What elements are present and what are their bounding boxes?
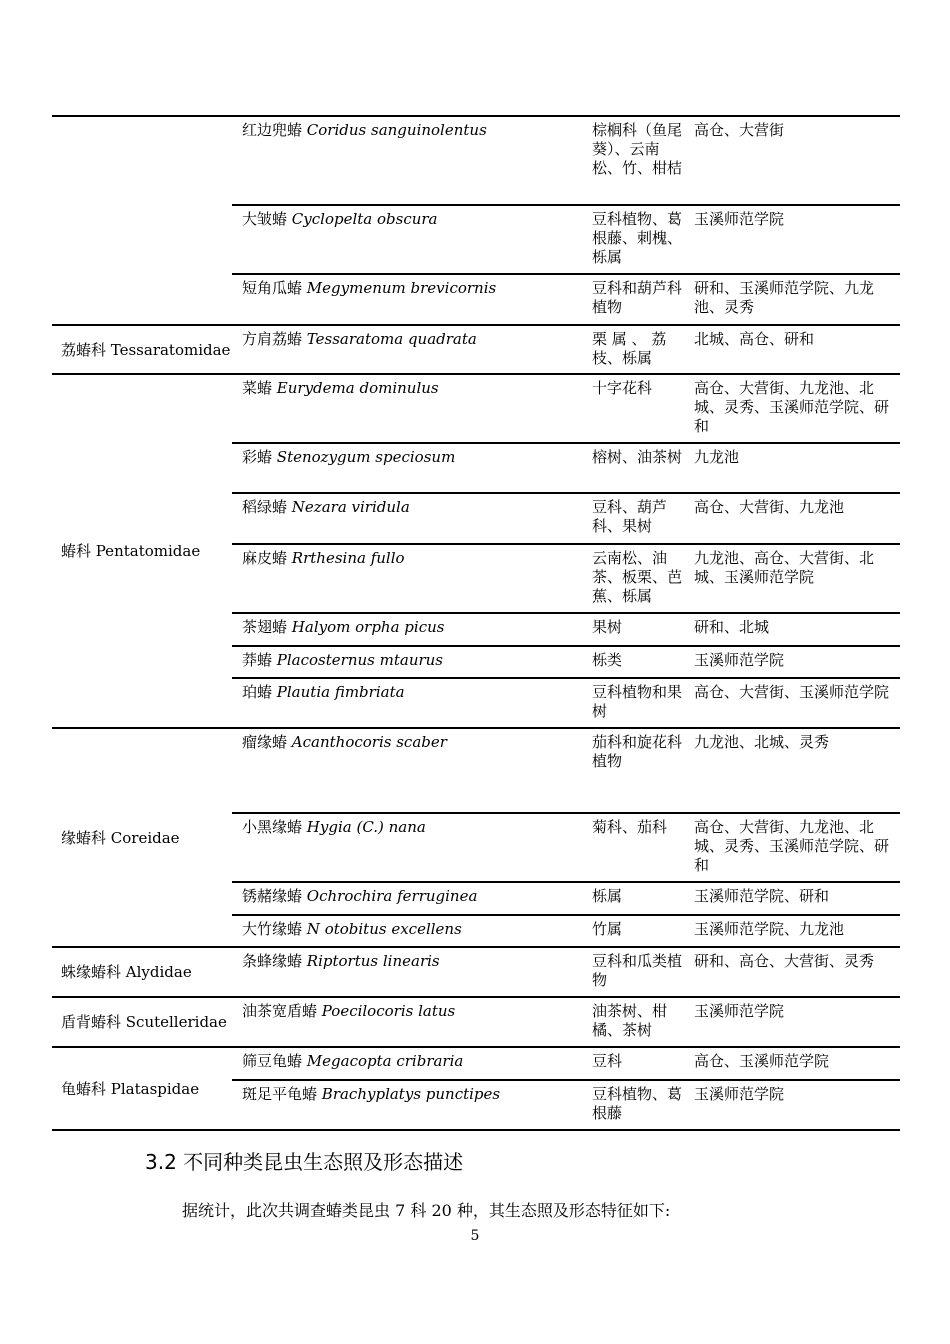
section-heading: 3.2 不同种类昆虫生态照及形态描述: [145, 1150, 464, 1174]
host-plant-cell: 茄科和旋花科植物: [590, 728, 690, 813]
species-chinese-name: 大竹缘蝽: [242, 920, 303, 938]
species-chinese-name: 条蜂缘蝽: [242, 952, 303, 970]
location-cell: 九龙池、北城、灵秀: [690, 728, 900, 813]
table-row: [52, 947, 900, 997]
family-cell: [52, 116, 232, 325]
location-cell: 研和、高仓、大营街、灵秀: [690, 947, 900, 997]
species-scientific-name: Ochrochira ferruginea: [306, 887, 478, 905]
table-row: [52, 116, 900, 205]
species-cell: [232, 997, 590, 1047]
species-scientific-name: Rrthesina fullo: [291, 549, 405, 567]
page-number: 5: [470, 1228, 480, 1244]
species-scientific-name: Stenozygum speciosum: [276, 448, 456, 466]
host-plant-cell: 果树: [590, 613, 690, 646]
table-row: [52, 728, 900, 813]
location-cell: 玉溪师范学院: [690, 997, 900, 1047]
species-chinese-name: 红边兜蝽: [242, 121, 303, 139]
host-plant-cell: 棕榈科（鱼尾葵）、云南松、竹、柑桔: [590, 116, 690, 205]
species-cell: [232, 646, 590, 678]
species-scientific-name: Placosternus mtaurus: [276, 651, 444, 669]
host-plant-cell: 豆科植物、葛根藤: [590, 1080, 690, 1130]
location-cell: 玉溪师范学院、研和: [690, 882, 900, 915]
species-scientific-name: Hygia (C.) nana: [306, 818, 426, 836]
host-plant-cell: 豆科: [590, 1047, 690, 1080]
family-cell: 龟蝽科 Plataspidae: [52, 1047, 232, 1130]
species-cell: [232, 374, 590, 443]
species-chinese-name: 筛豆龟蝽: [242, 1052, 303, 1070]
species-chinese-name: 珀蝽: [242, 683, 273, 701]
species-chinese-name: 菜蝽: [242, 379, 273, 397]
species-cell: [232, 325, 590, 374]
host-plant-cell: 十字花科: [590, 374, 690, 443]
location-cell: 高仓、玉溪师范学院: [690, 1047, 900, 1080]
species-cell: [232, 1080, 590, 1130]
location-cell: 高仓、大营街: [690, 116, 900, 205]
species-cell: [232, 915, 590, 947]
species-cell: [232, 813, 590, 882]
location-cell: 高仓、大营街、九龙池: [690, 493, 900, 544]
location-cell: 北城、高仓、研和: [690, 325, 900, 374]
location-cell: 研和、玉溪师范学院、九龙池、灵秀: [690, 274, 900, 325]
location-cell: 研和、北城: [690, 613, 900, 646]
table-row: [52, 374, 900, 443]
species-cell: [232, 613, 590, 646]
species-chinese-name: 小黑缘蝽: [242, 818, 303, 836]
host-plant-cell: 菊科、茄科: [590, 813, 690, 882]
species-cell: [232, 678, 590, 728]
species-chinese-name: 彩蝽: [242, 448, 273, 466]
host-plant-cell: 豆科、葫芦科、果树: [590, 493, 690, 544]
species-chinese-name: 短角瓜蝽: [242, 279, 303, 297]
species-chinese-name: 莽蝽: [242, 651, 273, 669]
species-chinese-name: 大皱蝽: [242, 210, 288, 228]
body-paragraph: 据统计，此次共调查蝽类昆虫 7 科 20 种，其生态照及形态特征如下:: [182, 1201, 671, 1220]
species-scientific-name: Plautia fimbriata: [276, 683, 405, 701]
species-cell: [232, 443, 590, 493]
species-chinese-name: 斑足平龟蝽: [242, 1085, 318, 1103]
species-chinese-name: 油茶宽盾蝽: [242, 1002, 318, 1020]
host-plant-cell: 栎类: [590, 646, 690, 678]
species-scientific-name: Megacopta cribraria: [306, 1052, 464, 1070]
family-cell: 蝽科 Pentatomidae: [52, 374, 232, 728]
species-scientific-name: Halyom orpha picus: [291, 618, 445, 636]
location-cell: 九龙池: [690, 443, 900, 493]
host-plant-cell: 油茶树、柑橘、茶树: [590, 997, 690, 1047]
species-scientific-name: Poecilocoris latus: [321, 1002, 456, 1020]
species-cell: [232, 116, 590, 205]
host-plant-cell: 栎属: [590, 882, 690, 915]
location-cell: 玉溪师范学院: [690, 1080, 900, 1130]
species-cell: [232, 882, 590, 915]
species-scientific-name: Eurydema dominulus: [276, 379, 439, 397]
species-cell: [232, 1047, 590, 1080]
species-scientific-name: Cyclopelta obscura: [291, 210, 438, 228]
host-plant-cell: 云南松、油茶、板栗、芭蕉、栎属: [590, 544, 690, 613]
host-plant-cell: 豆科和葫芦科植物: [590, 274, 690, 325]
species-chinese-name: 麻皮蝽: [242, 549, 288, 567]
species-chinese-name: 茶翅蝽: [242, 618, 288, 636]
table-row: [52, 1047, 900, 1080]
species-chinese-name: 稻绿蝽: [242, 498, 288, 516]
location-cell: 高仓、大营街、玉溪师范学院: [690, 678, 900, 728]
table-row: [52, 325, 900, 374]
species-cell: [232, 947, 590, 997]
species-scientific-name: Riptortus linearis: [306, 952, 440, 970]
species-scientific-name: Megymenum brevicornis: [306, 279, 497, 297]
species-cell: [232, 728, 590, 813]
species-scientific-name: Coridus sanguinolentus: [306, 121, 487, 139]
family-cell: 缘蝽科 Coreidae: [52, 728, 232, 947]
species-scientific-name: Nezara viridula: [291, 498, 410, 516]
location-cell: 玉溪师范学院: [690, 646, 900, 678]
location-cell: 九龙池、高仓、大营街、北城、玉溪师范学院: [690, 544, 900, 613]
species-scientific-name: Acanthocoris scaber: [291, 733, 447, 751]
species-chinese-name: 锈赭缘蝽: [242, 887, 303, 905]
species-scientific-name: N otobitus excellens: [306, 920, 462, 938]
host-plant-cell: 竹属: [590, 915, 690, 947]
table-row: [52, 997, 900, 1047]
host-plant-cell: 榕树、油茶树: [590, 443, 690, 493]
location-cell: 高仓、大营街、九龙池、北城、灵秀、玉溪师范学院、研和: [690, 374, 900, 443]
location-cell: 玉溪师范学院、九龙池: [690, 915, 900, 947]
species-chinese-name: 方肩荔蝽: [242, 330, 303, 348]
host-plant-cell: 栗 属 、 荔枝、栎属: [590, 325, 690, 374]
species-scientific-name: Tessaratoma quadrata: [306, 330, 477, 348]
host-plant-cell: 豆科植物和果树: [590, 678, 690, 728]
species-scientific-name: Brachyplatys punctipes: [321, 1085, 501, 1103]
family-cell: 蛛缘蝽科 Alydidae: [52, 947, 232, 997]
location-cell: 高仓、大营街、九龙池、北城、灵秀、玉溪师范学院、研和: [690, 813, 900, 882]
species-table: [52, 115, 900, 1131]
species-cell: [232, 544, 590, 613]
species-cell: [232, 205, 590, 274]
species-cell: [232, 274, 590, 325]
location-cell: 玉溪师范学院: [690, 205, 900, 274]
family-cell: 盾背蝽科 Scutelleridae: [52, 997, 232, 1047]
host-plant-cell: 豆科和瓜类植物: [590, 947, 690, 997]
host-plant-cell: 豆科植物、葛根藤、刺槐、栎属: [590, 205, 690, 274]
species-cell: [232, 493, 590, 544]
family-cell: 荔蝽科 Tessaratomidae: [52, 325, 232, 374]
species-chinese-name: 瘤缘蝽: [242, 733, 288, 751]
